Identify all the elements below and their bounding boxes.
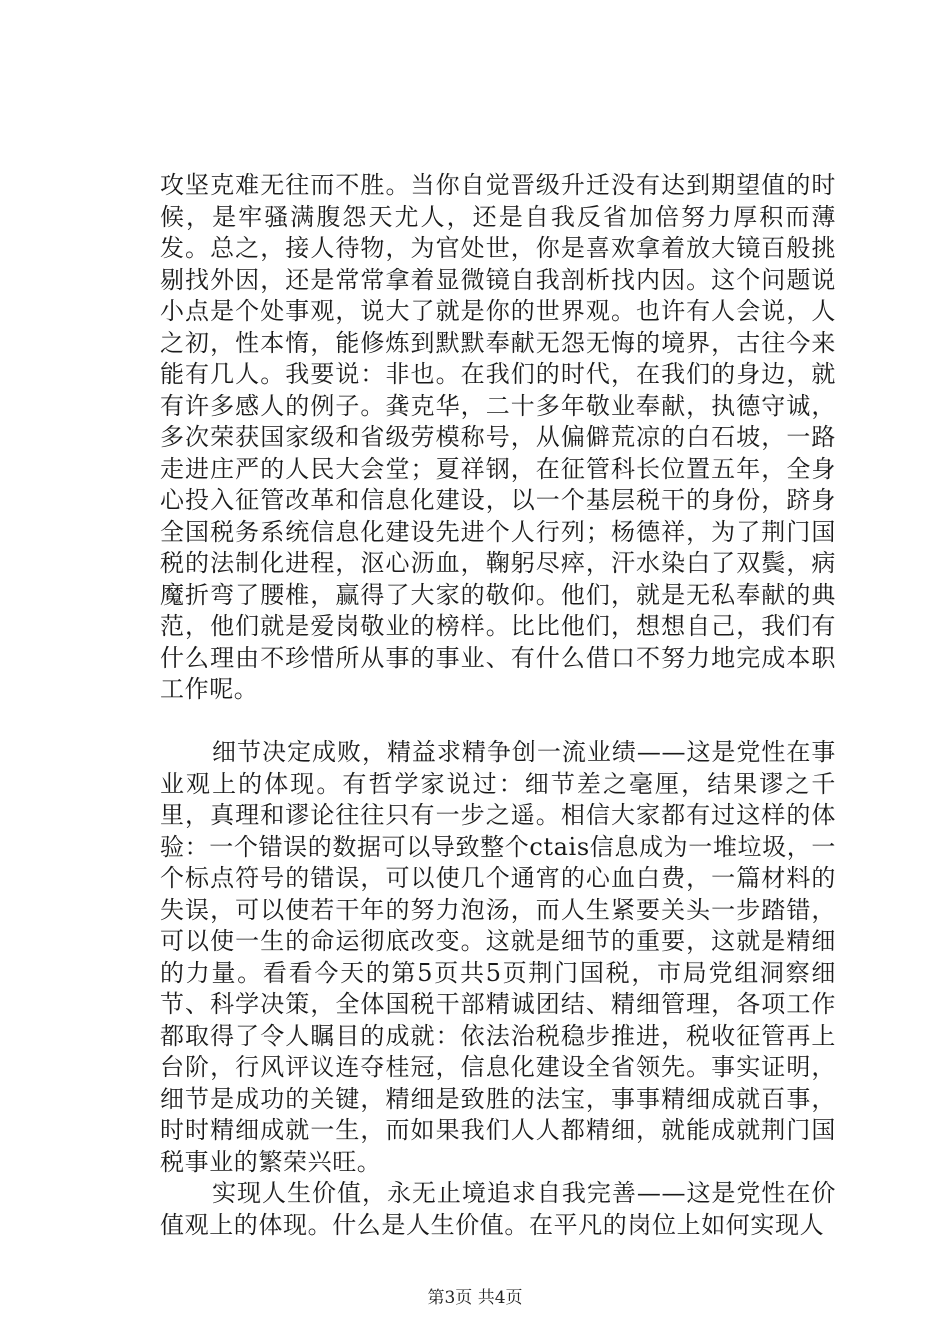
paragraph-2: 细节决定成败，精益求精争创一流业绩——这是党性在事业观上的体现。有哲学家说过：细节差之毫厘，结果谬之千里，真理和谬论往往只有一步之遥。相信大家都有过这样的体验：一个错误的数据可以导致整个ctais信息成为一堆垃圾，一个标点符号的错误，可以使几个通宵的心血白费，一篇材料的失误，可以使若干年的努力泡汤，而人生紧要关头一步踏错，可以使一生的命运彻底改变。这就是细节的重要，这就是精细的力量。看看今天的第5页共5页荆门国税，市局党组洞察细节、科学决策，全体国税干部精诚团结、精细管理，各项工作都取得了令人瞩目的成就：依法治税稳步推进，税收征管再上台阶，行风评议连夺桂冠，信息化建设全省领先。事实证明，细节是成功的关键，精细是致胜的法宝，事事精细成就百事，时时精细成就一生，而如果我们人人都精细，就能成就荆门国税事业的繁荣兴旺。 — [160, 738, 836, 1176]
paragraph-gap — [160, 706, 836, 738]
body-text — [160, 170, 836, 1241]
paragraph-1: 攻坚克难无往而不胜。当你自觉晋级升迁没有达到期望值的时候，是牢骚满腹怨天尤人，还是自我反省加倍努力厚积而薄发。总之，接人待物，为官处世，你是喜欢拿着放大镜百般挑剔找外因，还是常常拿着显微镜自我剖析找内因。这个问题说小点是个处事观，说大了就是你的世界观。也许有人会说，人之初，性本惰，能修炼到默默奉献无怨无悔的境界，古往今来能有几人。我要说：非也。在我们的时代，在我们的身边，就有许多感人的例子。龚克华，二十多年敬业奉献，执德守诚，多次荣获国家级和省级劳模称号，从偏僻荒凉的白石坡，一路走进庄严的人民大会堂；夏祥钢，在征管科长位置五年，全身心投入征管改革和信息化建设，以一个基层税干的身份，跻身全国税务系统信息化建设先进个人行列；杨德祥，为了荆门国税的法制化进程，沤心沥血，鞠躬尽瘁，汗水染白了双鬓，病魔折弯了腰椎，赢得了大家的敬仰。他们，就是无私奉献的典范，他们就是爱岗敬业的榜样。比比他们，想想自己，我们有什么理由不珍惜所从事的事业、有什么借口不努力地完成本职工作呢。 — [160, 171, 836, 703]
paragraph-3: 实现人生价值，永无止境追求自我完善——这是党性在价值观上的体现。什么是人生价值。在平凡的岗位上如何实现人 — [160, 1179, 836, 1239]
page-footer: 第3页 共4页 — [427, 1288, 523, 1308]
